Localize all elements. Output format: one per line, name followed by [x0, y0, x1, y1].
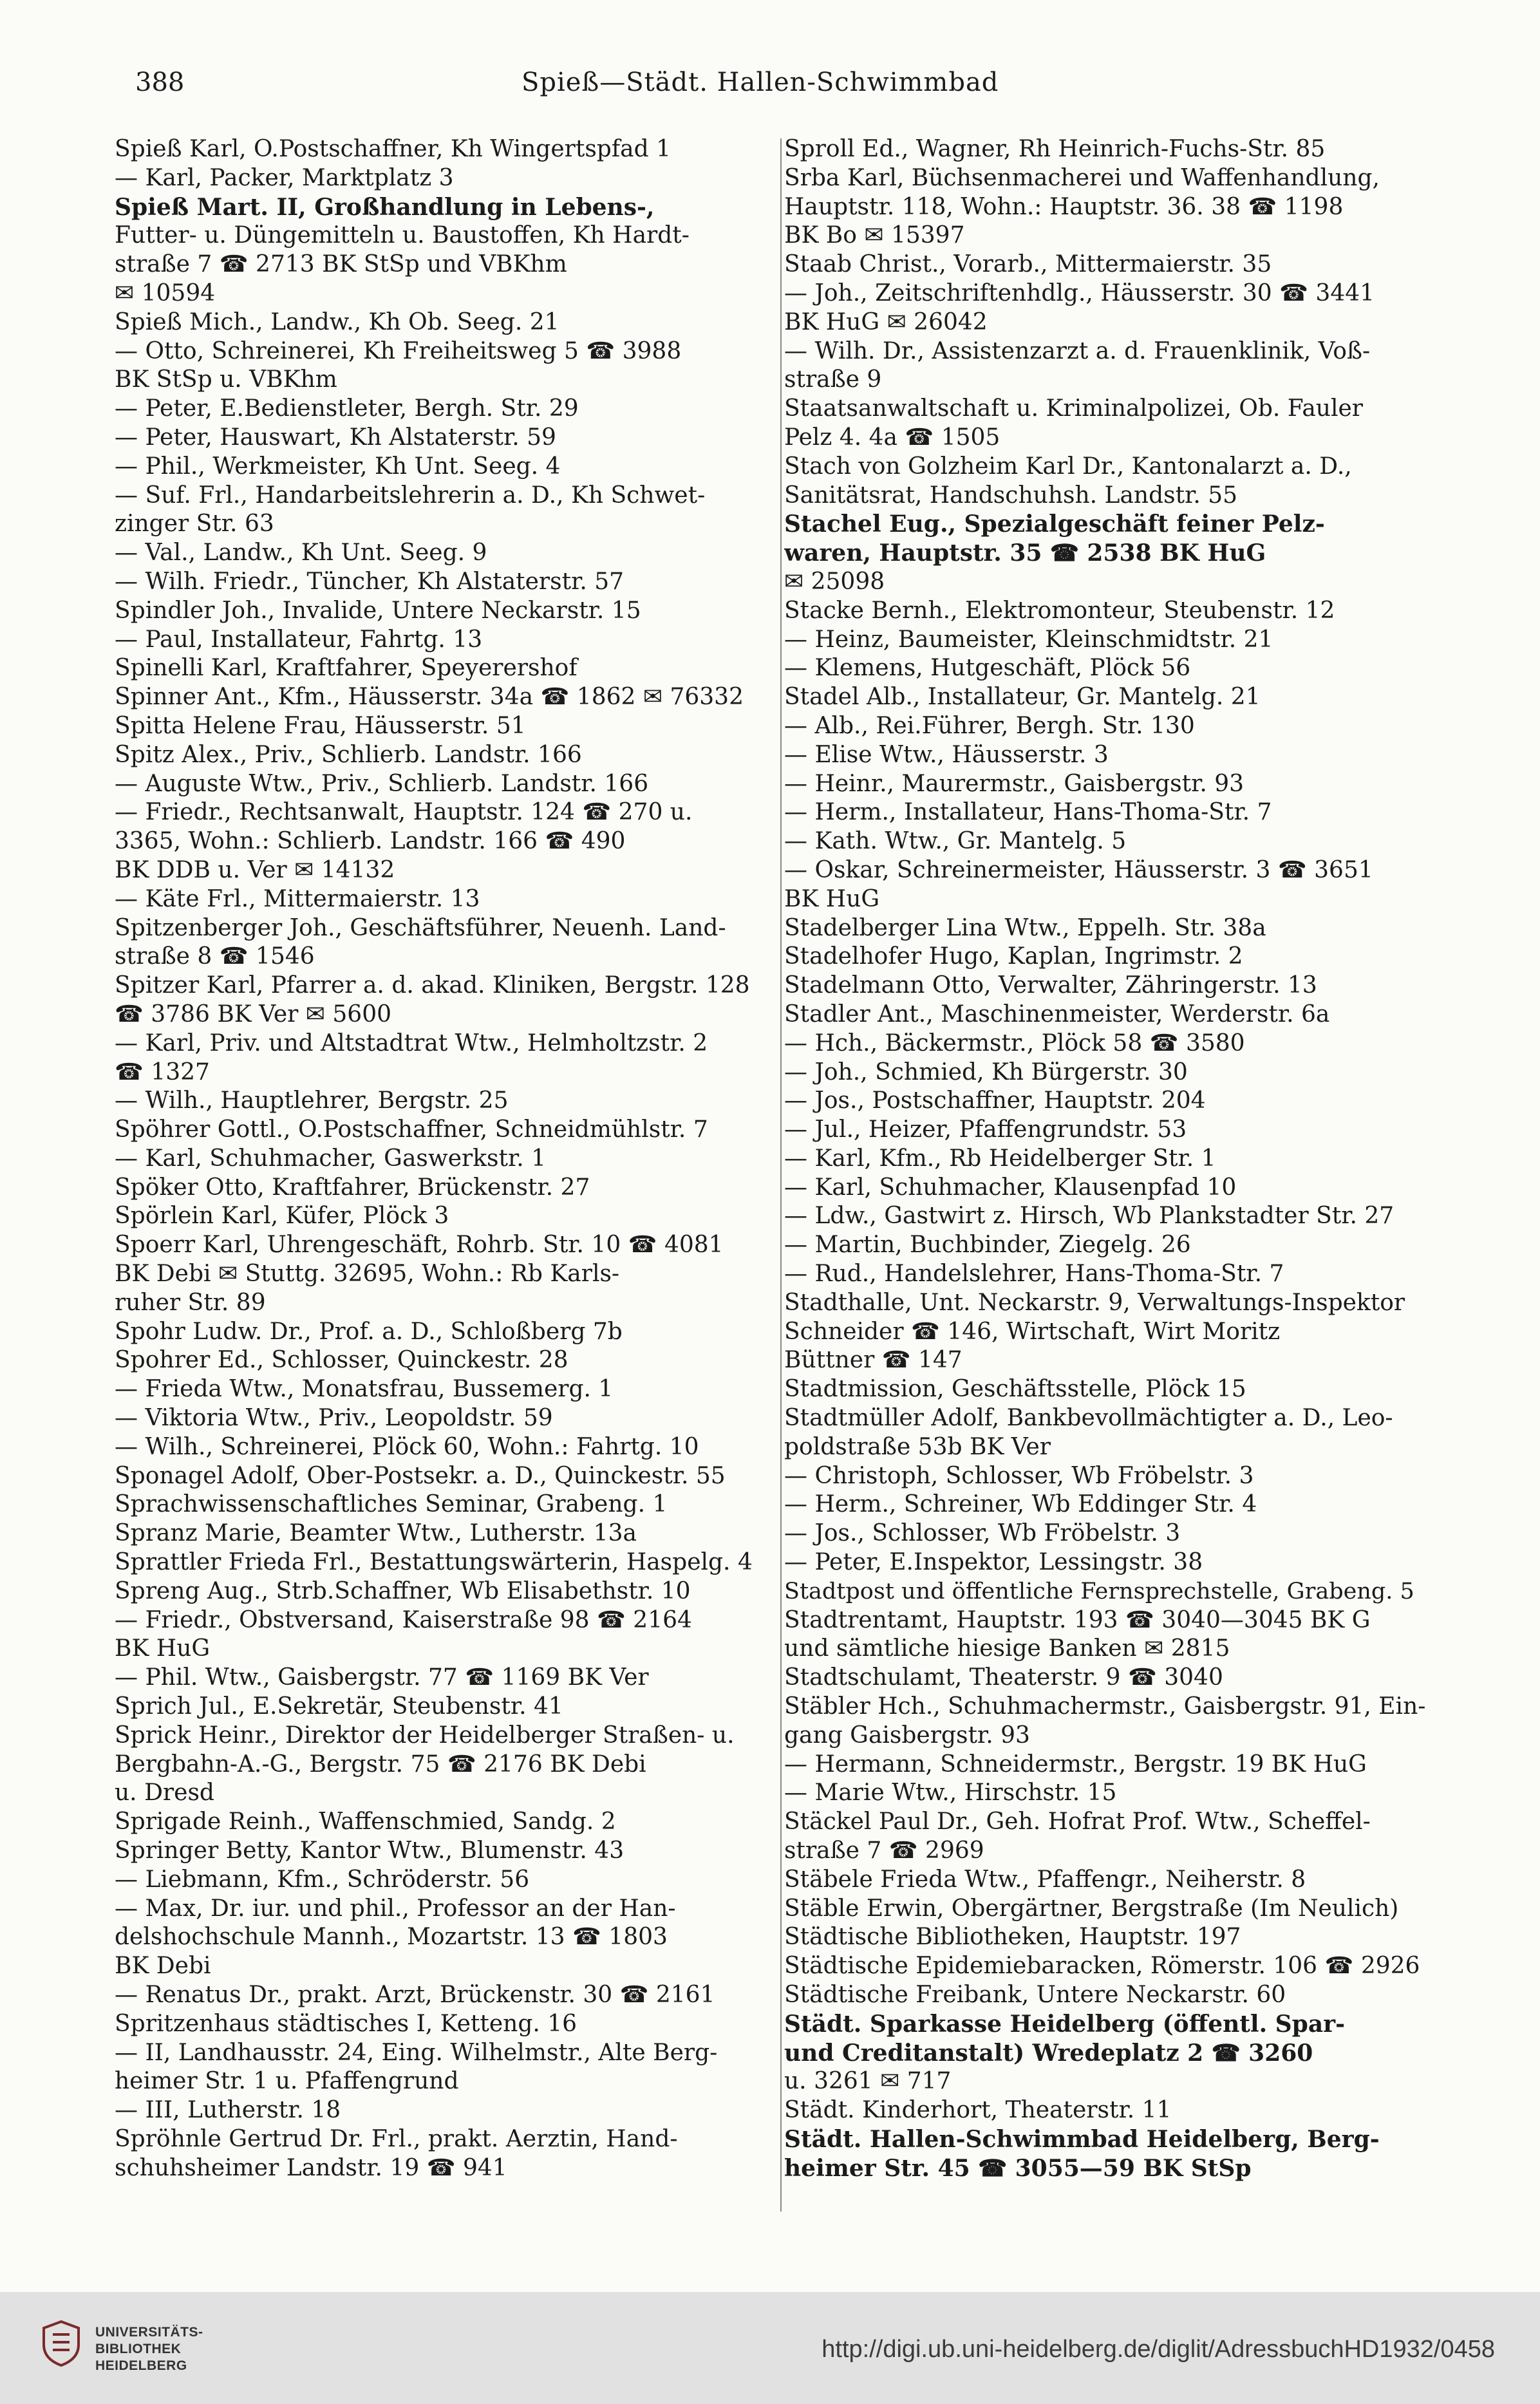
directory-line: Stadelmann Otto, Verwalter, Zähringerstr. 13: [784, 972, 1317, 999]
directory-line: Spöker Otto, Kraftfahrer, Brückenstr. 27: [115, 1174, 590, 1201]
directory-line: — Phil., Werkmeister, Kh Unt. Seeg. 4: [115, 453, 561, 480]
directory-line: Staab Christ., Vorarb., Mittermaierstr. 35: [784, 251, 1272, 278]
directory-line: — Christoph, Schlosser, Wb Fröbelstr. 3: [784, 1462, 1254, 1489]
directory-line: — Karl, Schuhmacher, Gaswerkstr. 1: [115, 1145, 547, 1172]
directory-line: — Jul., Heizer, Pfaffengrundstr. 53: [784, 1116, 1187, 1143]
directory-line: — Hch., Bäckermstr., Plöck 58 ☎ 3580: [784, 1029, 1245, 1056]
directory-line: Spritzenhaus städtisches I, Ketteng. 16: [115, 2010, 578, 2037]
directory-line: — Martin, Buchbinder, Ziegelg. 26: [784, 1232, 1191, 1259]
page-header: [135, 68, 1423, 113]
university-seal-icon: [40, 2319, 82, 2368]
directory-line: — Wilh., Schreinerei, Plöck 60, Wohn.: Fahrtg. 10: [115, 1433, 699, 1460]
directory-line: — Frieda Wtw., Monatsfrau, Bussemerg. 1: [115, 1376, 614, 1403]
directory-line: Hauptstr. 118, Wohn.: Hauptstr. 36. 38 ☎ 1198: [784, 193, 1344, 220]
directory-line: ✉ 10594: [115, 279, 216, 306]
directory-line: Städt. Kinderhort, Theaterstr. 11: [784, 2097, 1172, 2124]
directory-line: gang Gaisbergstr. 93: [784, 1722, 1030, 1749]
directory-line: BK HuG: [115, 1635, 211, 1662]
directory-line: — Alb., Rei.Führer, Bergh. Str. 130: [784, 712, 1195, 739]
directory-line: heimer Str. 1 u. Pfaffengrund: [115, 2068, 459, 2095]
directory-line: — Paul, Installateur, Fahrtg. 13: [115, 626, 483, 653]
directory-line: — Suf. Frl., Handarbeitslehrerin a. D., Kh Schwet-: [115, 482, 706, 509]
directory-line: — Rud., Handelslehrer, Hans-Thoma-Str. 7: [784, 1261, 1284, 1288]
directory-line: — Joh., Zeitschriftenhdlg., Häusserstr. 30 ☎ 3441: [784, 279, 1375, 306]
directory-line: schuhsheimer Landstr. 19 ☎ 941: [115, 2154, 507, 2181]
directory-line: Städt. Hallen-Schwimmbad Heidelberg, Berg-: [784, 2125, 1380, 2153]
directory-line: Spitz Alex., Priv., Schlierb. Landstr. 166: [115, 741, 582, 768]
directory-line: — Heinz, Baumeister, Kleinschmidtstr. 21: [784, 626, 1273, 653]
viewer-footer: [0, 2292, 1540, 2404]
directory-line: Sprick Heinr., Direktor der Heidelberger Straßen- u.: [115, 1722, 735, 1749]
directory-line: straße 8 ☎ 1546: [115, 943, 315, 970]
directory-line: Stachel Eug., Spezialgeschäft feiner Pelz-: [784, 511, 1325, 538]
directory-line: BK Bo ✉ 15397: [784, 222, 965, 249]
directory-line: — Elise Wtw., Häusserstr. 3: [784, 741, 1109, 768]
running-head: Spieß—Städt. Hallen-Schwimmbad: [521, 68, 999, 97]
directory-line: — Oskar, Schreinermeister, Häusserstr. 3 ☎ 3651: [784, 856, 1373, 883]
directory-line: — Joh., Schmied, Kh Bürgerstr. 30: [784, 1058, 1188, 1085]
directory-line: Stäbele Frieda Wtw., Pfaffengr., Neiherstr. 8: [784, 1866, 1306, 1893]
directory-line: Spindler Joh., Invalide, Untere Neckarstr. 15: [115, 597, 641, 624]
directory-line: — Wilh. Friedr., Tüncher, Kh Alstaterstr. 57: [115, 568, 624, 595]
directory-line: ✉ 25098: [784, 568, 885, 595]
directory-line: Sprattler Frieda Frl., Bestattungswärterin, Haspelg. 4: [115, 1549, 753, 1576]
directory-line: — Liebmann, Kfm., Schröderstr. 56: [115, 1866, 530, 1893]
directory-line: Städtische Bibliotheken, Hauptstr. 197: [784, 1924, 1241, 1951]
directory-line: delshochschule Mannh., Mozartstr. 13 ☎ 1803: [115, 1924, 668, 1951]
directory-line: — Karl, Kfm., Rb Heidelberger Str. 1: [784, 1145, 1216, 1172]
directory-line: Bergbahn-A.-G., Bergstr. 75 ☎ 2176 BK Debi: [115, 1751, 646, 1778]
directory-line: — Herm., Schreiner, Wb Eddinger Str. 4: [784, 1491, 1257, 1518]
directory-line: — Val., Landw., Kh Unt. Seeg. 9: [115, 540, 487, 567]
directory-line: straße 7 ☎ 2969: [784, 1837, 984, 1864]
directory-line: Spitta Helene Frau, Häusserstr. 51: [115, 712, 526, 739]
directory-line: ☎ 1327: [115, 1058, 210, 1085]
left-column: [115, 135, 758, 2183]
permalink-link[interactable]: http://digi.ub.uni-heidelberg.de/diglit/AdressbuchHD1932/0458: [822, 2336, 1495, 2363]
directory-line: — Käte Frl., Mittermaierstr. 13: [115, 885, 480, 912]
directory-line: Spreng Aug., Strb.Schaffner, Wb Elisabethstr. 10: [115, 1577, 691, 1604]
directory-line: 3365, Wohn.: Schlierb. Landstr. 166 ☎ 490: [115, 828, 626, 855]
directory-line: Sanitätsrat, Handschuhsh. Landstr. 55: [784, 482, 1238, 509]
directory-line: Sponagel Adolf, Ober-Postsekr. a. D., Quinckestr. 55: [115, 1462, 726, 1489]
directory-line: Spitzenberger Joh., Geschäftsführer, Neuenh. Land-: [115, 914, 726, 941]
directory-line: Stadtschulamt, Theaterstr. 9 ☎ 3040: [784, 1664, 1223, 1691]
directory-line: Spohrer Ed., Schlosser, Quinckestr. 28: [115, 1347, 568, 1374]
page-number: 388: [135, 68, 185, 97]
directory-line: ☎ 3786 BK Ver ✉ 5600: [115, 1000, 392, 1028]
directory-line: Spinner Ant., Kfm., Häusserstr. 34a ☎ 1862 ✉ 76332: [115, 684, 744, 711]
directory-line: ruher Str. 89: [115, 1289, 266, 1316]
directory-line: u. Dresd: [115, 1780, 214, 1807]
directory-line: Schneider ☎ 146, Wirtschaft, Wirt Moritz: [784, 1318, 1281, 1345]
directory-line: Spranz Marie, Beamter Wtw., Lutherstr. 13a: [115, 1520, 637, 1547]
directory-line: — Jos., Schlosser, Wb Fröbelstr. 3: [784, 1520, 1181, 1547]
directory-line: — Karl, Schuhmacher, Klausenpfad 10: [784, 1174, 1237, 1201]
directory-line: — Auguste Wtw., Priv., Schlierb. Landstr. 166: [115, 770, 649, 797]
directory-line: Srba Karl, Büchsenmacherei und Waffenhandlung,: [784, 164, 1380, 191]
directory-line: — Wilh. Dr., Assistenzarzt a. d. Frauenklinik, Voß-: [784, 337, 1371, 364]
directory-line: Spoerr Karl, Uhrengeschäft, Rohrb. Str. 10 ☎ 4081: [115, 1232, 724, 1259]
directory-line: — Otto, Schreinerei, Kh Freiheitsweg 5 ☎ 3988: [115, 337, 682, 364]
directory-line: Spröhnle Gertrud Dr. Frl., prakt. Aerztin, Hand-: [115, 2125, 678, 2152]
directory-line: Spieß Karl, O.Postschaffner, Kh Wingertspfad 1: [115, 136, 671, 162]
directory-line: Sprachwissenschaftliches Seminar, Grabeng. 1: [115, 1491, 668, 1518]
directory-line: Stach von Golzheim Karl Dr., Kantonalarzt a. D.,: [784, 453, 1352, 480]
right-column: [784, 135, 1428, 2183]
directory-line: heimer Str. 45 ☎ 3055—59 BK StSp: [784, 2154, 1252, 2182]
directory-line: — Herm., Installateur, Hans-Thoma-Str. 7: [784, 799, 1272, 826]
directory-line: — Karl, Priv. und Altstadtrat Wtw., Helmholtzstr. 2: [115, 1029, 708, 1056]
directory-line: Stäble Erwin, Obergärtner, Bergstraße (Im Neulich): [784, 1895, 1399, 1922]
directory-line: BK HuG ✉ 26042: [784, 308, 988, 335]
directory-line: Städtische Freibank, Untere Neckarstr. 60: [784, 1982, 1286, 2008]
directory-line: — Renatus Dr., prakt. Arzt, Brückenstr. 30 ☎ 2161: [115, 1982, 715, 2008]
directory-line: u. 3261 ✉ 717: [784, 2068, 952, 2095]
directory-line: Pelz 4. 4a ☎ 1505: [784, 424, 1000, 451]
directory-line: Stadtrentamt, Hauptstr. 193 ☎ 3040—3045 BK G: [784, 1606, 1371, 1633]
directory-line: Sproll Ed., Wagner, Rh Heinrich-Fuchs-Str. 85: [784, 136, 1326, 162]
directory-line: — Phil. Wtw., Gaisbergstr. 77 ☎ 1169 BK Ver: [115, 1664, 649, 1691]
directory-line: Stadler Ant., Maschinenmeister, Werderstr. 6a: [784, 1000, 1330, 1028]
directory-line: Stadelhofer Hugo, Kaplan, Ingrimstr. 2: [784, 943, 1243, 970]
directory-line: Stadtmission, Geschäftsstelle, Plöck 15: [784, 1376, 1246, 1403]
directory-line: straße 7 ☎ 2713 BK StSp und VBKhm: [115, 251, 567, 278]
directory-line: — Peter, E.Inspektor, Lessingstr. 38: [784, 1549, 1203, 1576]
directory-line: zinger Str. 63: [115, 511, 274, 538]
directory-line: Staatsanwaltschaft u. Kriminalpolizei, Ob. Fauler: [784, 395, 1363, 422]
directory-line: — Friedr., Rechtsanwalt, Hauptstr. 124 ☎ 270 u.: [115, 799, 693, 826]
directory-line: — Peter, E.Bedienstleter, Bergh. Str. 29: [115, 395, 579, 422]
directory-line: Futter- u. Düngemitteln u. Baustoffen, Kh Hardt-: [115, 222, 690, 249]
directory-line: waren, Hauptstr. 35 ☎ 2538 BK HuG: [784, 540, 1266, 567]
directory-line: Spörlein Karl, Küfer, Plöck 3: [115, 1203, 449, 1230]
directory-line: Sprigade Reinh., Waffenschmied, Sandg. 2: [115, 1808, 616, 1836]
directory-line: poldstraße 53b BK Ver: [784, 1433, 1051, 1460]
directory-line: — Kath. Wtw., Gr. Mantelg. 5: [784, 828, 1127, 855]
directory-line: — Karl, Packer, Marktplatz 3: [115, 164, 454, 191]
directory-line: Städtische Epidemiebaracken, Römerstr. 106 ☎ 2926: [784, 1953, 1420, 1980]
directory-line: — Peter, Hauswart, Kh Alstaterstr. 59: [115, 424, 556, 451]
library-name: UNIVERSITÄTS- BIBLIOTHEK HEIDELBERG: [95, 2325, 203, 2373]
directory-line: — Hermann, Schneidermstr., Bergstr. 19 BK HuG: [784, 1751, 1367, 1778]
directory-line: Spöhrer Gottl., O.Postschaffner, Schneidmühlstr. 7: [115, 1116, 708, 1143]
directory-line: Stadtpost und öffentliche Fernsprechstelle, Grabeng. 5: [784, 1578, 1414, 1604]
directory-line: — II, Landhausstr. 24, Eing. Wilhelmstr., Alte Berg-: [115, 2039, 718, 2066]
directory-line: Stadthalle, Unt. Neckarstr. 9, Verwaltungs-Inspektor: [784, 1289, 1405, 1316]
directory-line: und sämtliche hiesige Banken ✉ 2815: [784, 1635, 1230, 1662]
directory-line: — Heinr., Maurermstr., Gaisbergstr. 93: [784, 770, 1244, 797]
directory-line: — Jos., Postschaffner, Hauptstr. 204: [784, 1087, 1206, 1114]
directory-line: — Max, Dr. iur. und phil., Professor an der Han-: [115, 1895, 676, 1922]
directory-line: Sprich Jul., E.Sekretär, Steubenstr. 41: [115, 1693, 563, 1720]
directory-line: — III, Lutherstr. 18: [115, 2097, 341, 2124]
column-divider: [780, 138, 782, 2211]
directory-line: Stacke Bernh., Elektromonteur, Steubenstr. 12: [784, 597, 1335, 624]
directory-line: — Viktoria Wtw., Priv., Leopoldstr. 59: [115, 1405, 553, 1432]
directory-line: straße 9: [784, 366, 882, 393]
directory-line: Büttner ☎ 147: [784, 1347, 962, 1374]
directory-line: — Ldw., Gastwirt z. Hirsch, Wb Plankstadter Str. 27: [784, 1203, 1394, 1230]
directory-line: Spitzer Karl, Pfarrer a. d. akad. Kliniken, Bergstr. 128: [115, 972, 750, 999]
directory-line: und Creditanstalt) Wredeplatz 2 ☎ 3260: [784, 2039, 1313, 2067]
directory-line: Stäckel Paul Dr., Geh. Hofrat Prof. Wtw., Scheffel-: [784, 1808, 1371, 1836]
directory-line: BK HuG: [784, 885, 880, 912]
directory-line: — Wilh., Hauptlehrer, Bergstr. 25: [115, 1087, 509, 1114]
directory-line: — Friedr., Obstversand, Kaiserstraße 98 ☎ 2164: [115, 1606, 692, 1633]
directory-line: Stadtmüller Adolf, Bankbevollmächtigter a. D., Leo-: [784, 1405, 1393, 1432]
directory-line: BK Debi ✉ Stuttg. 32695, Wohn.: Rb Karls-: [115, 1261, 620, 1288]
directory-line: Spohr Ludw. Dr., Prof. a. D., Schloßberg 7b: [115, 1318, 623, 1345]
directory-line: Spieß Mich., Landw., Kh Ob. Seeg. 21: [115, 308, 559, 335]
directory-line: Spieß Mart. II, Großhandlung in Lebens-,: [115, 193, 655, 221]
directory-line: Städt. Sparkasse Heidelberg (öffentl. Spar-: [784, 2010, 1346, 2038]
directory-line: BK DDB u. Ver ✉ 14132: [115, 856, 395, 883]
directory-line: Stäbler Hch., Schuhmachermstr., Gaisbergstr. 91, Ein-: [784, 1693, 1426, 1720]
directory-line: Spinelli Karl, Kraftfahrer, Speyerershof: [115, 655, 578, 682]
directory-line: Stadel Alb., Installateur, Gr. Mantelg. 21: [784, 684, 1261, 711]
directory-line: BK StSp u. VBKhm: [115, 366, 337, 393]
directory-line: — Klemens, Hutgeschäft, Plöck 56: [784, 655, 1191, 682]
permalink-url[interactable]: [822, 2336, 1495, 2363]
directory-line: Springer Betty, Kantor Wtw., Blumenstr. 43: [115, 1837, 624, 1864]
directory-line: — Marie Wtw., Hirschstr. 15: [784, 1780, 1117, 1807]
directory-line: Stadelberger Lina Wtw., Eppelh. Str. 38a: [784, 914, 1266, 941]
directory-line: BK Debi: [115, 1953, 211, 1980]
